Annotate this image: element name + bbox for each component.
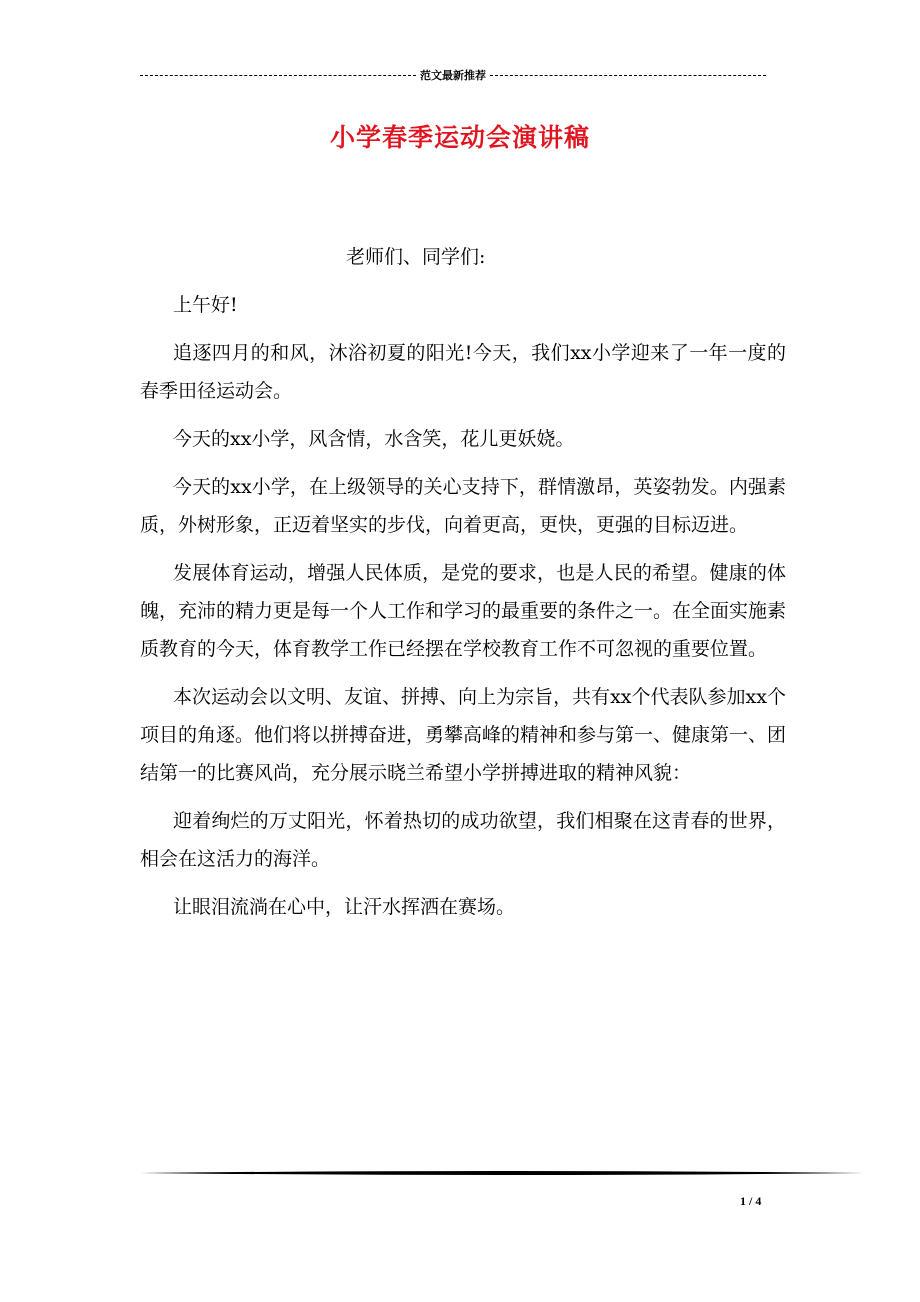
paragraph: 让眼泪流淌在心中，让汗水挥洒在赛场。: [173, 896, 516, 918]
paragraph: 今天的xx小学，在上级领导的关心支持下，群情激昂，英姿勃发。内强素质，外树形象，正迈着坚实的步伐，向着更高，更快，更强的目标迈进。: [140, 476, 786, 536]
header-dash-left: [140, 75, 416, 76]
header-label: 范文最新推荐: [420, 69, 486, 82]
page-number: 1 / 4: [740, 1194, 762, 1208]
paragraph: 今天的xx小学，风含情，水含笑，花儿更妖娆。: [173, 428, 575, 450]
paragraph: 发展体育运动，增强人民体质，是党的要求，也是人民的希望。健康的体魄，充沛的精力更是每一个人工作和学习的最重要的条件之一。在全面实施素质教育的今天，体育教学工作已经摆在学校教育工作不可忽视的重要位置。: [140, 562, 787, 660]
header-dash-right: [490, 75, 766, 76]
paragraph: 本次运动会以文明、友谊、拼搏、向上为宗旨，共有xx个代表队参加xx个项目的角逐。他们将以拼搏奋进，勇攀高峰的精神和参与第一、健康第一、团结第一的比赛风尚，充分展示晓兰希望小学拼搏进取的精神风貌：: [140, 686, 787, 784]
page-header: [140, 64, 766, 86]
paragraph: 迎着绚烂的万丈阳光，怀着热切的成功欲望，我们相聚在这青春的世界，相会在这活力的海洋。: [140, 810, 786, 870]
document-title: 小学春季运动会演讲稿: [329, 123, 590, 152]
document-body: [140, 238, 786, 936]
paragraph: 上午好!: [173, 294, 238, 316]
paragraph: 追逐四月的和风，沐浴初夏的阳光!今天，我们xx小学迎来了一年一度的春季田径运动会。: [140, 342, 786, 402]
salutation: 老师们、同学们:: [346, 246, 486, 268]
footer-divider: [140, 1170, 864, 1176]
